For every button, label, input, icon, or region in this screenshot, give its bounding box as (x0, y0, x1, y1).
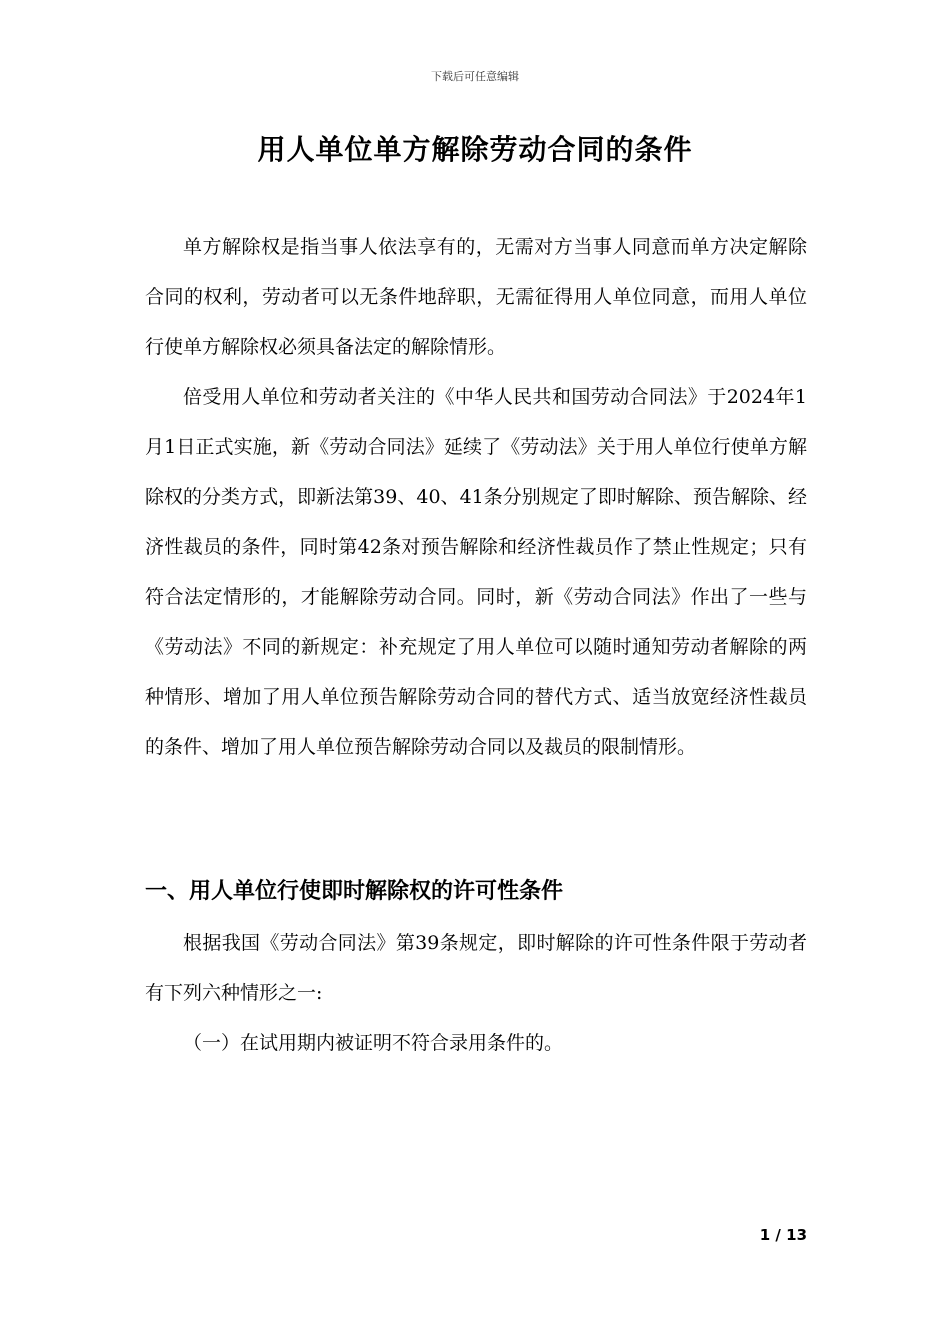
page-number: 1 / 13 (759, 1226, 807, 1244)
intro-section (145, 222, 807, 772)
document-title: 用人单位单方解除劳动合同的条件 (257, 133, 693, 166)
section-heading-1: 一、用人单位行使即时解除权的许可性条件 (145, 879, 564, 904)
intro-paragraph-2: 倍受用人单位和劳动者关注的《中华人民共和国劳动合同法》于2024年1月1日正式实施，新《劳动合同法》延续了《劳动法》关于用人单位行使单方解除权的分类方式，即新法第39、40、41条分别规定了即时解除、预告解除、经济性裁员的条件，同时第42条对预告解除和经济性裁员作了禁止性规定；只有符合法定情形的，才能解除劳动合同。同时，新《劳动合同法》作出了一些与《劳动法》不同的新规定：补充规定了用人单位可以随时通知劳动者解除的两种情形、增加了用人单位预告解除劳动合同的替代方式、适当放宽经济性裁员的条件、增加了用人单位预告解除劳动合同以及裁员的限制情形。 (145, 386, 807, 758)
section-1-body (145, 918, 807, 1068)
header-note: 下载后可任意编辑 (431, 70, 519, 83)
section-1-paragraph-1: 根据我国《劳动合同法》第39条规定，即时解除的许可性条件限于劳动者有下列六种情形之一: (145, 932, 807, 1004)
intro-paragraph-1: 单方解除权是指当事人依法享有的，无需对方当事人同意而单方决定解除合同的权利，劳动者可以无条件地辞职，无需征得用人单位同意，而用人单位行使单方解除权必须具备法定的解除情形。 (145, 236, 807, 358)
section-1-paragraph-2: （一）在试用期内被证明不符合录用条件的。 (183, 1032, 564, 1054)
